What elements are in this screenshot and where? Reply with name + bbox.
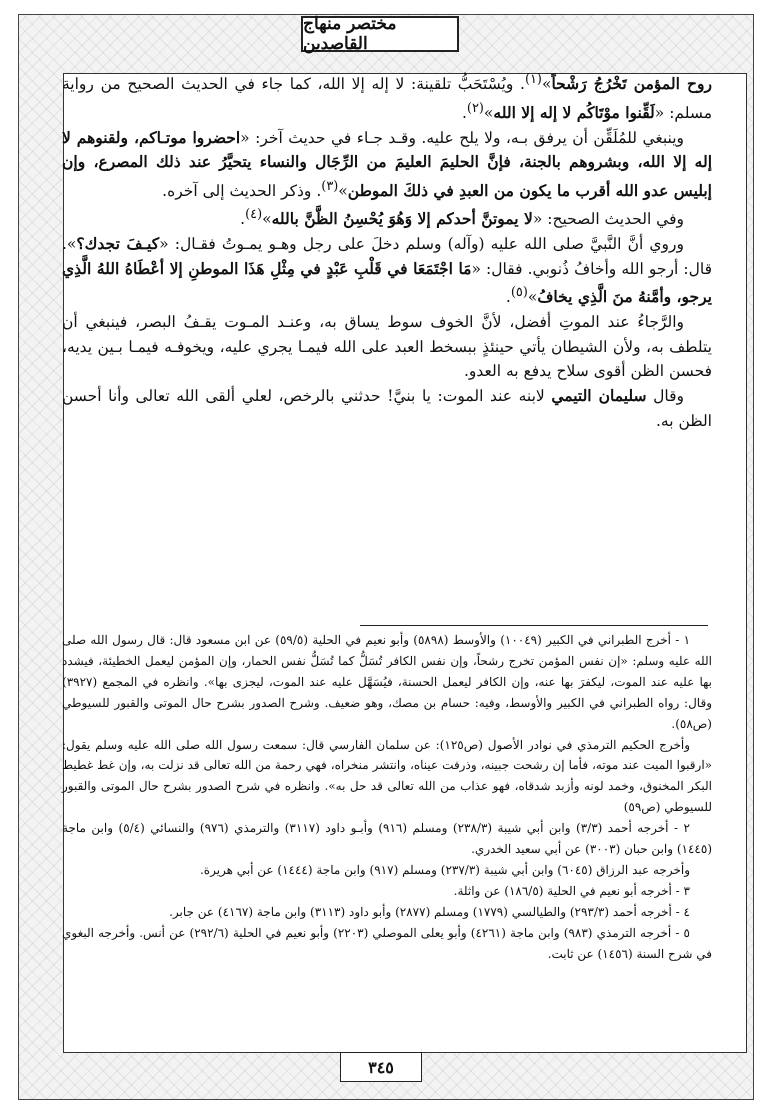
footnote: ٣ - أخرجه أبو نعيم في الحلية (١٨٦/٥) عن واثلة. [453, 883, 690, 898]
body-paragraph: وروي أنَّ النَّبيَّ صلى الله عليه (وآله) وسلم دخلَ على رجل وهـو يمـوتُ فقـال: «كيـفَ تجدك؟». قال: أرجو الله وأخافُ ذُنوبي. فقال: «مَا اجْتَمَعَا في قَلْبِ عَبْدٍ في مِثْلِ هَذَا الموطنِ إلا أعْطَاهُ اللهُ الَّذِي يرجو، وأمَّنهُ منَ الَّذِي يخافُ»$^{(٥)}$. [62, 234, 712, 307]
footnote: وأخرجه عبد الرزاق (٦٠٤٥) وابن أبي شيبة (٢٣٧/٣) ومسلم (٩١٧) وابن ماجة (١٤٤٤) عن أبي هريرة. [199, 862, 690, 877]
body-paragraph: وفي الحديث الصحيح: «لا يموتنَّ أحدكم إلا وَهُوَ يُحْسِنُ الظَّنَّ بالله»$^{(٤)}$. [240, 207, 684, 229]
body-paragraph: وينبغي للمُلَقِّن أن يرفق بـه، ولا يلح عليه. وقـد جـاء في حديث آخر: «احضروا موتـاكم، ولقنوهم لا إله إلا الله، وبشروهم بالجنة، فإنَّ الحليمَ العليمَ من الرِّجَال والنساء يتحيَّرُ عند ذلك المصرع، وإن إبليس عدو الله أقرب ما يكون من العبدِ في ذلكَ الموطن»$^{(٣)}$. وذكر الحديث إلى آخره. [62, 127, 712, 200]
footnote: ٥ - أخرجه الترمذي (٩٨٣) وابن ماجة (٤٢٦١) وأبو يعلى الموصلي (٢٢٠٣) وأبو نعيم في الحلية (٢٩٢/٦) عن أنس. وأخرجه البغوي في شرح السنة (١٤٥٦) عن ثابت. [62, 925, 712, 961]
footnotes [62, 630, 712, 965]
body-paragraph: والرَّجاءُ عند الموتِ أفضل، لأنَّ الخوف سوط يساق به، وعنـد المـوت يقـفُ البصر، فينبغي أن يتلطف به، ولأن الشيطان يأتي حينئذٍ ببسخط العبد على الله فيمـا يجري عليه، ويخوفـه فيمـا بـين يديه، فحسن الظن أقوى سلاح يدفع به العدو. [62, 313, 712, 381]
footnote: وأخرج الحكيم الترمذي في نوادر الأصول (ص١٢٥): عن سلمان الفارسي قال: سمعت رسول الله صلى الله عليه وسلم يقول: «ارقبوا الميت عند موته، فأما إن رشحت جبينه، وذرفت عيناه، وانتشر منخراه، فهي رحمة من الله تعالى قد نزلت به، وإن غط غطيط البكر المخنوق، وخمد لونه وأزبد شدقاه، فهو عذاب من الله تعالى قد حل به». وانظره في شرح الصدور بشرح حال الموتى والقبور للسيوطي (ص٥٩) [62, 737, 712, 815]
footnote: ٤ - أخرجه أحمد (٢٩٣/٣) والطيالسي (١٧٧٩) ومسلم (٢٨٧٧) وأبو داود (٣١١٣) وابن ماجة (٤١٦٧) عن جابر. [169, 904, 690, 919]
footnote-separator [360, 625, 708, 626]
page-number-box [340, 1052, 422, 1082]
footnote: ١ - أخرج الطبراني في الكبير (١٠٠٤٩) والأوسط (٥٨٩٨) وأبو نعيم في الحلية (٥٩/٥) عن ابن مسعود قال: قال رسول الله صلى الله عليه وسلم: «إن نفس المؤمن تخرج رشحاً، وإن نفس الكافر تُسَلُّ كما تُسَلُّ نفس الحمار، وإن المؤمن ليعمل الخطيئة، فيشدد بها عليه عند الموت، ليكفرَ بها عنه، وإن الكافر ليعمل الحسنة، فيُسَهَّل عليه عند الموت، ليجزى بها». وانظره في المجمع (٣٩٢٧) وقال: رواه الطبراني في الكبير والأوسط، وفيه: حسام بن مصك، وهو ضعيف. وشرح الصدور بشرح حال الموتى والقبور للسيوطي (ص٥٨). [62, 633, 712, 731]
body-paragraph: روح المؤمن تَخْرُجُ رَشْحاً»$^{(١)}$. ويُسْتَحَبُّ تلقينة: لا إله إلا الله، كما جاء في الحديث الصحيح من رواية مسلم: «لَقِّنوا موْتَاكُم لا إله إلا الله»$^{(٢)}$. [62, 72, 713, 122]
body-paragraph: وقال سليمان التيمي لابنه عند الموت: يا بنيَّ! حدثني بالرخص، لعلي ألقى الله تعالى وأنا أحسن الظن به. [62, 385, 712, 430]
main-text [62, 68, 712, 433]
footnote: ٢ - أخرجه أحمد (٣/٣) وابن أبي شيبة (٢٣٨/٣) ومسلم (٩١٦) وأبـو داود (٣١١٧) والترمذي (٩٧٦) والنسائي (٥/٤) وابن ماجة (١٤٤٥) وابن حبان (٣٠٠٣) عن أبي سعيد الخدري. [62, 821, 712, 857]
page-number: ٣٤٥ [368, 1057, 394, 1077]
running-header-box [301, 16, 459, 52]
book-title: مختصر منهاج القاصدين [303, 14, 397, 54]
